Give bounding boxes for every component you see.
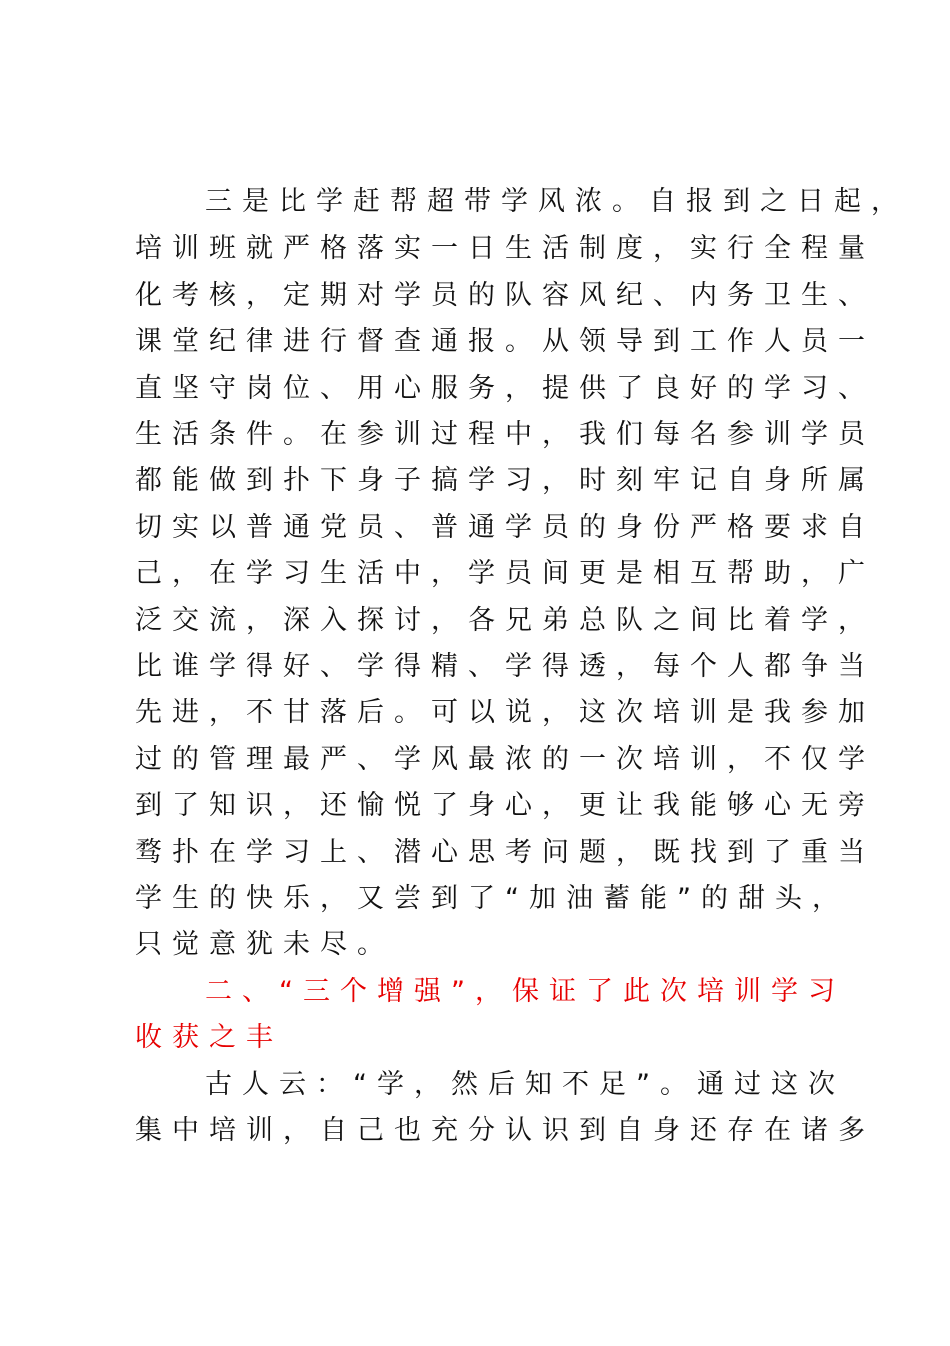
paragraph-1-line-3: 化考核，定期对学员的队容风纪、内务卫生、 bbox=[135, 280, 875, 311]
paragraph-1-line-7: 都能做到扑下身子搞学习，时刻牢记自身所属 bbox=[135, 465, 875, 496]
section-heading-line-1: 二、“三个增强”，保证了此次培训学习 bbox=[205, 976, 845, 1007]
paragraph-1-line-10: 泛交流，深入探讨，各兄弟总队之间比着学， bbox=[135, 605, 875, 636]
section-heading-line-2: 收获之丰 bbox=[135, 1022, 283, 1053]
paragraph-1-line-2: 培训班就严格落实一日生活制度，实行全程量 bbox=[135, 233, 875, 264]
paragraph-1-line-15: 骛扑在学习上、潜心思考问题，既找到了重当 bbox=[135, 837, 875, 868]
paragraph-1-line-12: 先进，不甘落后。可以说，这次培训是我参加 bbox=[135, 697, 875, 728]
paragraph-1-line-1: 三是比学赶帮超带学风浓。自报到之日起， bbox=[205, 186, 908, 217]
paragraph-1-line-16: 学生的快乐，又尝到了“加油蓄能”的甜头， bbox=[135, 883, 849, 914]
paragraph-1-line-6: 生活条件。在参训过程中，我们每名参训学员 bbox=[135, 419, 875, 450]
paragraph-2-line-1: 古人云：“学，然后知不足”。通过这次 bbox=[205, 1069, 845, 1100]
paragraph-1-line-13: 过的管理最严、学风最浓的一次培训，不仅学 bbox=[135, 744, 875, 775]
paragraph-1-line-4: 课堂纪律进行督查通报。从领导到工作人员一 bbox=[135, 326, 875, 357]
paragraph-1-line-8: 切实以普通党员、普通学员的身份严格要求自 bbox=[135, 512, 875, 543]
paragraph-1-line-5: 直坚守岗位、用心服务，提供了良好的学习、 bbox=[135, 373, 875, 404]
paragraph-1-line-9: 己，在学习生活中，学员间更是相互帮助，广 bbox=[135, 558, 875, 589]
paragraph-1-line-17: 只觉意犹未尽。 bbox=[135, 929, 394, 960]
paragraph-2-line-2: 集中培训，自己也充分认识到自身还存在诸多 bbox=[135, 1115, 875, 1146]
paragraph-1-line-11: 比谁学得好、学得精、学得透，每个人都争当 bbox=[135, 651, 875, 682]
paragraph-1-line-14: 到了知识，还愉悦了身心，更让我能够心无旁 bbox=[135, 790, 875, 821]
